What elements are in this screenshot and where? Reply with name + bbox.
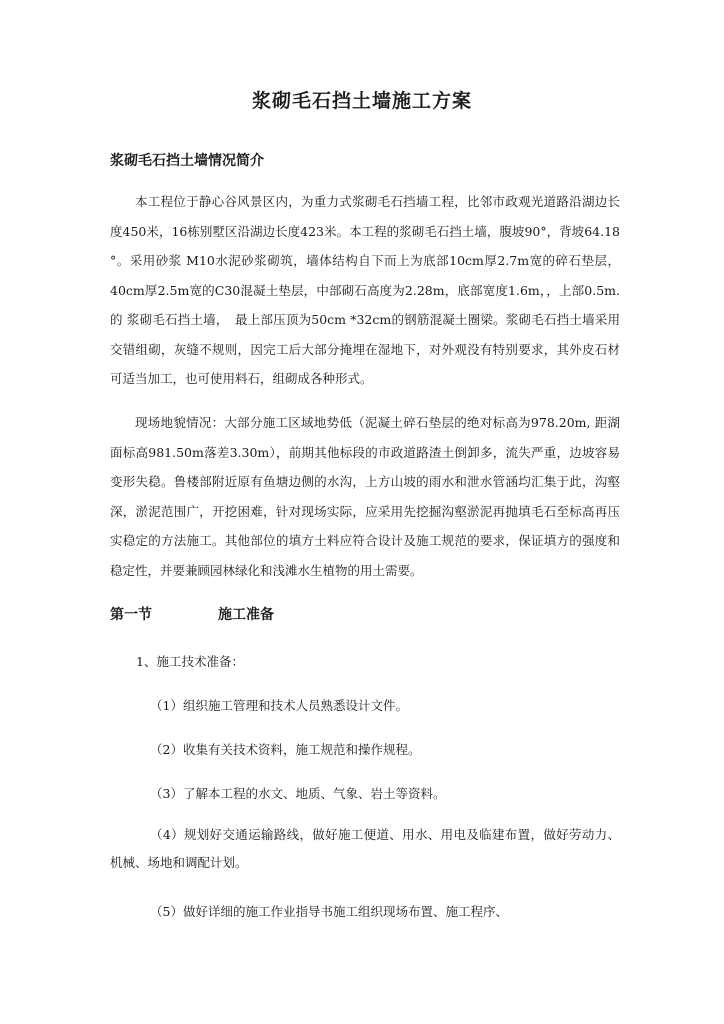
- section-title: 施工准备: [218, 607, 274, 623]
- sub-item-4: （4）规划好交通运输路线，做好施工便道、用水、用电及临建布置，做好劳动力、机械、场地和调配计划。: [110, 827, 620, 870]
- overview-paragraph-2: 现场地貌情况：大部分施工区域地势低（泥凝土碎石垫层的绝对标高为978.20m, 距湖面标高981.50m落差3.30m），前期其他标段的市政道路渣土倒卸多，流失严重，边坡容易变形失稳。鲁楼部附近原有鱼塘边侧的水沟，上方山坡的雨水和泄水管涵均汇集于此，沟壑深，淤泥范围广，开挖困难，针对现场实际，应采用先挖掘沟壑淤泥再抛填毛石至标高再压实稳定的方法施工。其他部位的填方土料应符合设计及施工规范的要求，保证填方的强度和稳定性，并要兼顾园林绿化和浅滩水生植物的用土需要。: [110, 415, 620, 578]
- section-number: 第一节: [110, 607, 152, 623]
- section-heading: [110, 604, 274, 624]
- document-title: 浆砌毛石挡土墙施工方案: [251, 90, 472, 112]
- item-construction-tech-prep: 1、施工技术准备：: [136, 654, 244, 669]
- sub-item-2: （2）收集有关技术资料，施工规范和操作规程。: [150, 742, 421, 757]
- sub-item-5: （5）做好详细的施工作业指导书施工组织现场布置、施工程序、: [150, 904, 508, 919]
- sub-item-3: （3）了解本工程的水文、地质、气象、岩土等资料。: [150, 786, 446, 801]
- overview-heading: 浆砌毛石挡土墙情况简介: [110, 153, 264, 169]
- sub-item-1: （1）组织施工管理和技术人员熟悉设计文件。: [150, 698, 408, 713]
- overview-paragraph-1: 本工程位于静心谷风景区内，为重力式浆砌毛石挡墙工程，比邻市政观光道路沿湖边长度450米，16栋别墅区沿湖边长度423米。本工程的浆砌毛石挡土墙，腹坡90°，背坡64.18 °。采用砂浆 M10水泥砂浆砌筑，墙体结构自下而上为底部10cm厚2.7m宽的碎石垫层，40cm厚2.5m宽的C30混凝土垫层，中部砌石高度为2.28m，底部宽度1.6m，，上部0.5m.的 浆砌毛石挡土墙， 最上部压顶为50cm *32cm的钢筋混凝土圈梁。浆砌毛石挡土墙采用交错组砌，灰缝不规则，因完工后大部分掩埋在湿地下，对外观没有特别要求，其外皮石材可适当加工，也可使用料石，组砌成各种形式。: [110, 194, 620, 386]
